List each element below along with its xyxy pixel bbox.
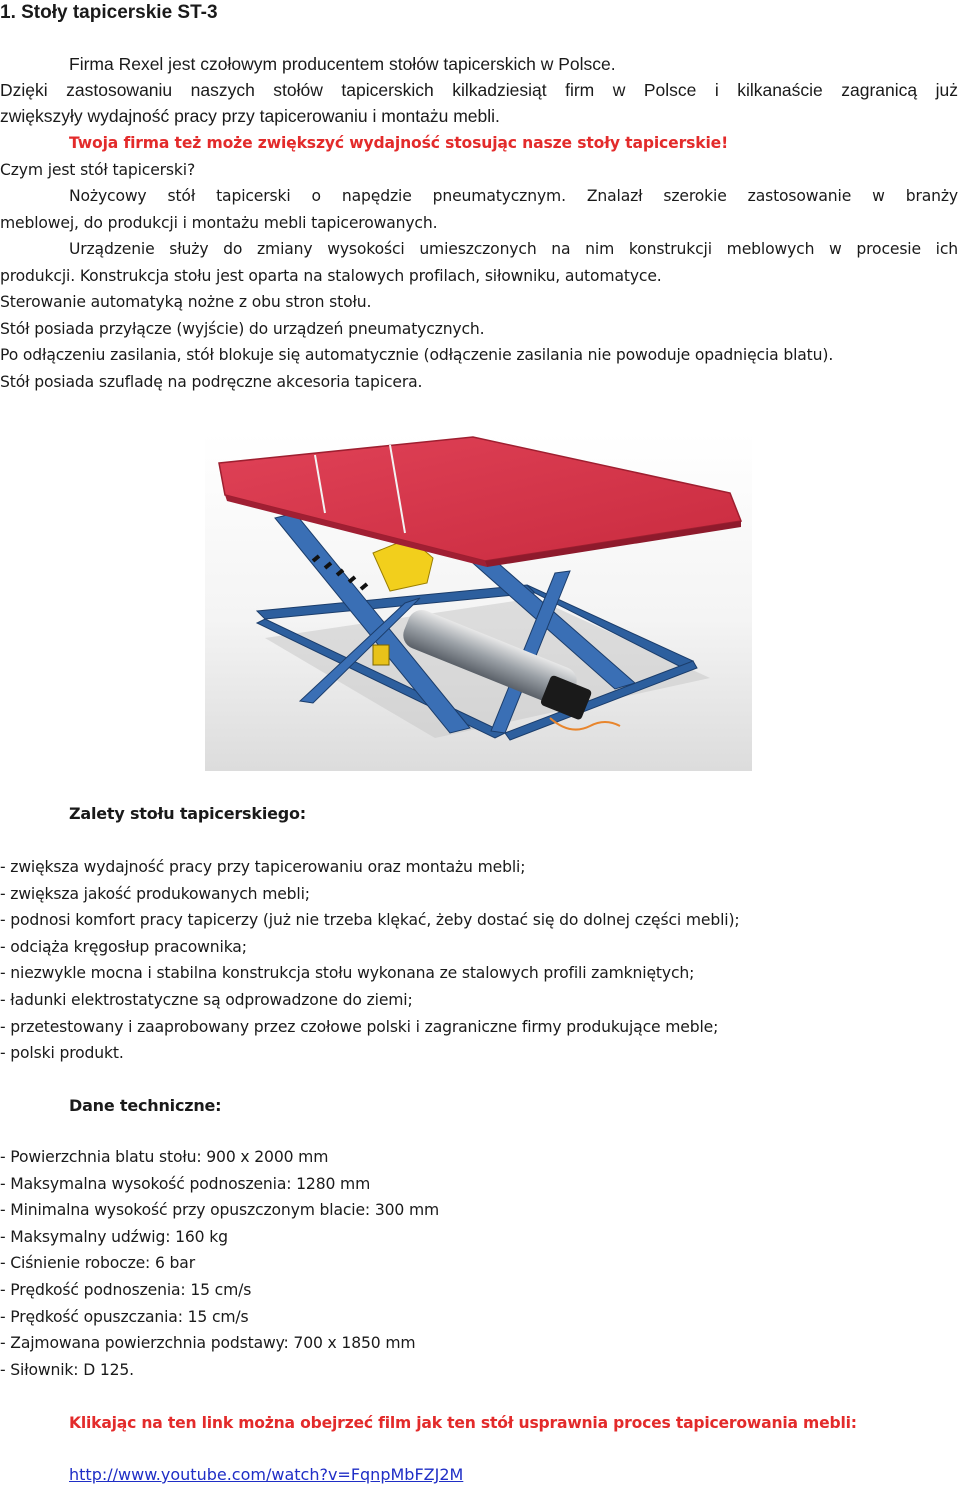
description-p2-line-1: Urządzenie służy do zmiany wysokości umieszczonych na nim konstrukcji meblowych w procesie ich — [69, 240, 958, 258]
highlight-text: Twoja firma też może zwiększyć wydajność stosując nasze stoły tapicerskie! — [69, 134, 729, 152]
yellow-sticker — [373, 645, 389, 665]
description-line-3: Sterowanie automatyką nożne z obu stron stołu. — [0, 293, 372, 311]
advantage-item: - niezwykle mocna i stabilna konstrukcja stołu wykonana ze stalowych profili zamkniętych; — [0, 964, 695, 983]
intro-line-1: Firma Rexel jest czołowym producentem stołów tapicerskich w Polsce. — [69, 54, 616, 74]
advantage-item: - zwiększa wydajność pracy przy tapicerowaniu oraz montażu mebli; — [0, 858, 526, 876]
advantage-item: - ładunki elektrostatyczne są odprowadzone do ziemi; — [0, 990, 413, 1009]
description-line-6: Stół posiada szufladę na podręczne akcesoria tapicera. — [0, 372, 423, 391]
specs-title: Dane techniczne: — [69, 1096, 222, 1115]
spec-item: - Maksymalna wysokość podnoszenia: 1280 mm — [0, 1174, 371, 1193]
spec-item: - Siłownik: D 125. — [0, 1360, 134, 1379]
specs-list — [0, 1144, 958, 1383]
spec-item: - Minimalna wysokość przy opuszczonym blacie: 300 mm — [0, 1201, 440, 1220]
video-call-to-action: Klikając na ten link można obejrzeć film jak ten stół usprawnia proces tapicerowania mebli: — [69, 1414, 857, 1432]
spec-item: - Zajmowana powierzchnia podstawy: 700 x 1850 mm — [0, 1334, 416, 1353]
advantage-item: - zwiększa jakość produkowanych mebli; — [0, 884, 310, 903]
intro-paragraph — [0, 51, 958, 129]
spec-item: - Maksymalny udźwig: 160 kg — [0, 1227, 228, 1246]
advantage-item: - podnosi komfort pracy tapicerzy (już nie trzeba klękać, żeby dostać się do dolnej części mebli); — [0, 911, 740, 930]
description-p1-line-2: meblowej, do produkcji i montażu mebli tapicerowanych. — [0, 213, 438, 232]
spec-item: - Powierzchnia blatu stołu: 900 x 2000 mm — [0, 1148, 329, 1166]
advantage-item: - polski produkt. — [0, 1044, 124, 1063]
description-line-5: Po odłączeniu zasilania, stół blokuje się automatycznie (odłączenie zasilania nie powoduje opadnięcia blatu). — [0, 346, 834, 364]
description-p2-line-2: produkcji. Konstrukcja stołu jest oparta na stalowych profilach, siłowniku, automatyce. — [0, 266, 662, 285]
advantage-item: - odciąża kręgosłup pracownika; — [0, 937, 247, 956]
intro-line-2: Dzięki zastosowaniu naszych stołów tapicerskich kilkadziesiąt firm w Polsce i kilkanaście zagranicą już — [0, 80, 958, 100]
description-line-4: Stół posiada przyłącze (wyjście) do urządzeń pneumatycznych. — [0, 319, 485, 338]
description-section — [0, 130, 958, 395]
upholstery-table-photo — [205, 433, 752, 771]
document-heading: 1. Stoły tapicerskie ST-3 — [0, 2, 218, 23]
spec-item: - Prędkość opuszczania: 15 cm/s — [0, 1307, 249, 1326]
advantage-item: - przetestowany i zaaprobowany przez czołowe polski i zagraniczne firmy produkujące meble; — [0, 1017, 719, 1036]
advantages-title: Zalety stołu tapicerskiego: — [69, 804, 306, 823]
question-text: Czym jest stół tapicerski? — [0, 160, 196, 179]
spec-item: - Prędkość podnoszenia: 15 cm/s — [0, 1280, 252, 1299]
advantages-list — [0, 854, 958, 1067]
intro-line-3: zwiększyły wydajność pracy przy tapicerowaniu i montażu mebli. — [0, 106, 500, 126]
spec-item: - Ciśnienie robocze: 6 bar — [0, 1254, 195, 1273]
youtube-link[interactable]: http://www.youtube.com/watch?v=FqnpMbFZJ2M — [69, 1465, 464, 1484]
description-p1-line-1: Nożycowy stół tapicerski o napędzie pneumatycznym. Znalazł szerokie zastosowanie w branży — [69, 187, 958, 205]
